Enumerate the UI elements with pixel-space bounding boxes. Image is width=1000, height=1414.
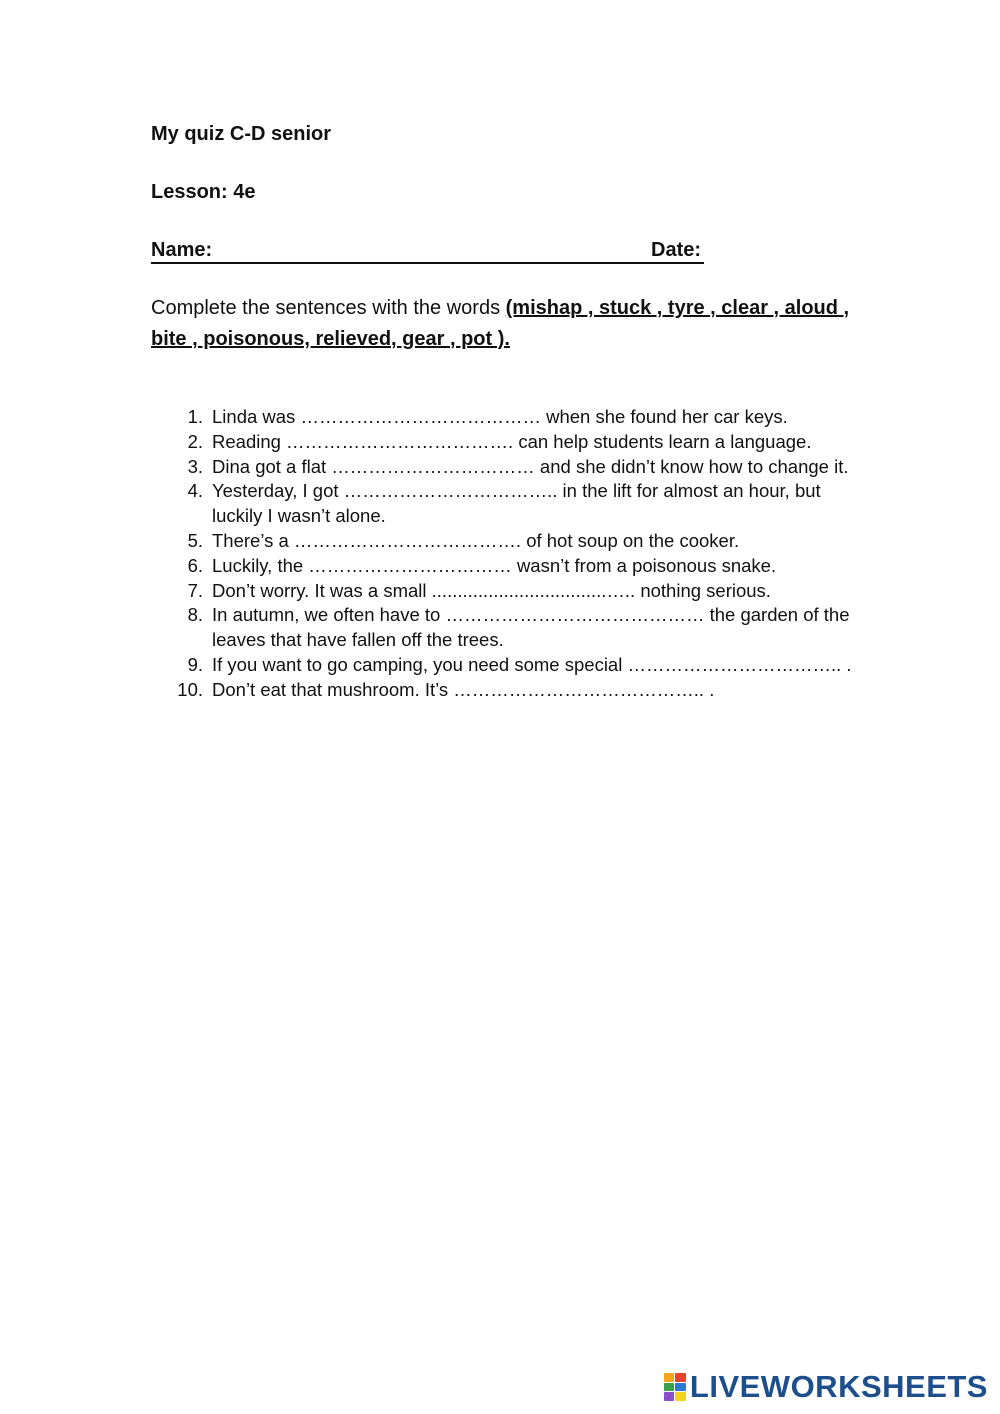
question-number: 8. xyxy=(187,604,203,626)
question-number: 2. xyxy=(187,430,203,452)
question-item xyxy=(170,455,860,480)
question-text: Luckily, the …………………………… wasn’t from a poisonous snake. xyxy=(212,554,777,576)
question-text: Linda was ………………………………… when she found her car keys. xyxy=(212,406,788,427)
question-number: 1. xyxy=(187,406,203,427)
logo-square xyxy=(664,1392,675,1401)
logo-text: LIVEWORKSHEETS xyxy=(689,1369,988,1404)
liveworksheets-logo xyxy=(664,1370,988,1404)
question-item xyxy=(170,678,860,703)
question-item xyxy=(170,430,860,455)
question-text: Don’t worry. It was a small ..................................….. nothing serious. xyxy=(212,579,771,601)
instructions-text: Complete the sentences with the words xyxy=(151,297,506,319)
question-text: In autumn, we often have to …………………………………… the garden of the leaves that have fallen off the trees. xyxy=(212,604,850,651)
worksheet-title: My quiz C-D senior xyxy=(151,123,332,145)
question-number: 10. xyxy=(177,678,203,700)
lesson-label: Lesson: 4e xyxy=(151,181,256,203)
question-item xyxy=(170,603,860,653)
question-item xyxy=(170,653,860,678)
question-number: 5. xyxy=(187,529,203,551)
question-number: 7. xyxy=(187,579,203,601)
question-item xyxy=(170,579,860,604)
question-number: 4. xyxy=(187,480,203,502)
question-text: If you want to go camping, you need some special …………………………….. . xyxy=(212,653,852,675)
question-number: 3. xyxy=(187,455,203,477)
logo-square xyxy=(675,1383,686,1392)
question-text: Don’t eat that mushroom. It’s ………………………………….. . xyxy=(212,678,715,700)
question-text: Reading ………………………………. can help students learn a language. xyxy=(212,430,812,452)
logo-square xyxy=(664,1373,675,1382)
question-number: 9. xyxy=(187,653,203,675)
name-date-line xyxy=(151,238,704,264)
word-bank: (mishap , stuck , tyre , clear , aloud , bite , poisonous, relieved, gear , pot ). xyxy=(151,297,850,350)
question-item xyxy=(170,554,860,579)
logo-square xyxy=(675,1392,686,1401)
liveworksheets-logo-icon xyxy=(664,1373,686,1401)
question-number: 6. xyxy=(187,554,203,576)
date-label: Date: xyxy=(651,239,702,261)
question-item xyxy=(170,529,860,554)
logo-square xyxy=(664,1383,675,1392)
name-label: Name: xyxy=(151,239,213,261)
instructions xyxy=(151,293,851,355)
logo-square xyxy=(675,1373,686,1382)
question-list xyxy=(170,405,860,703)
question-text: Yesterday, I got …………………………….. in the lift for almost an hour, but luckily I wasn’t alone. xyxy=(212,480,821,527)
question-text: Dina got a flat …………………………… and she didn’t know how to change it. xyxy=(212,455,849,477)
question-item xyxy=(170,479,860,529)
question-item xyxy=(170,405,860,430)
question-text: There’s a ………………………………. of hot soup on the cooker. xyxy=(212,529,740,551)
